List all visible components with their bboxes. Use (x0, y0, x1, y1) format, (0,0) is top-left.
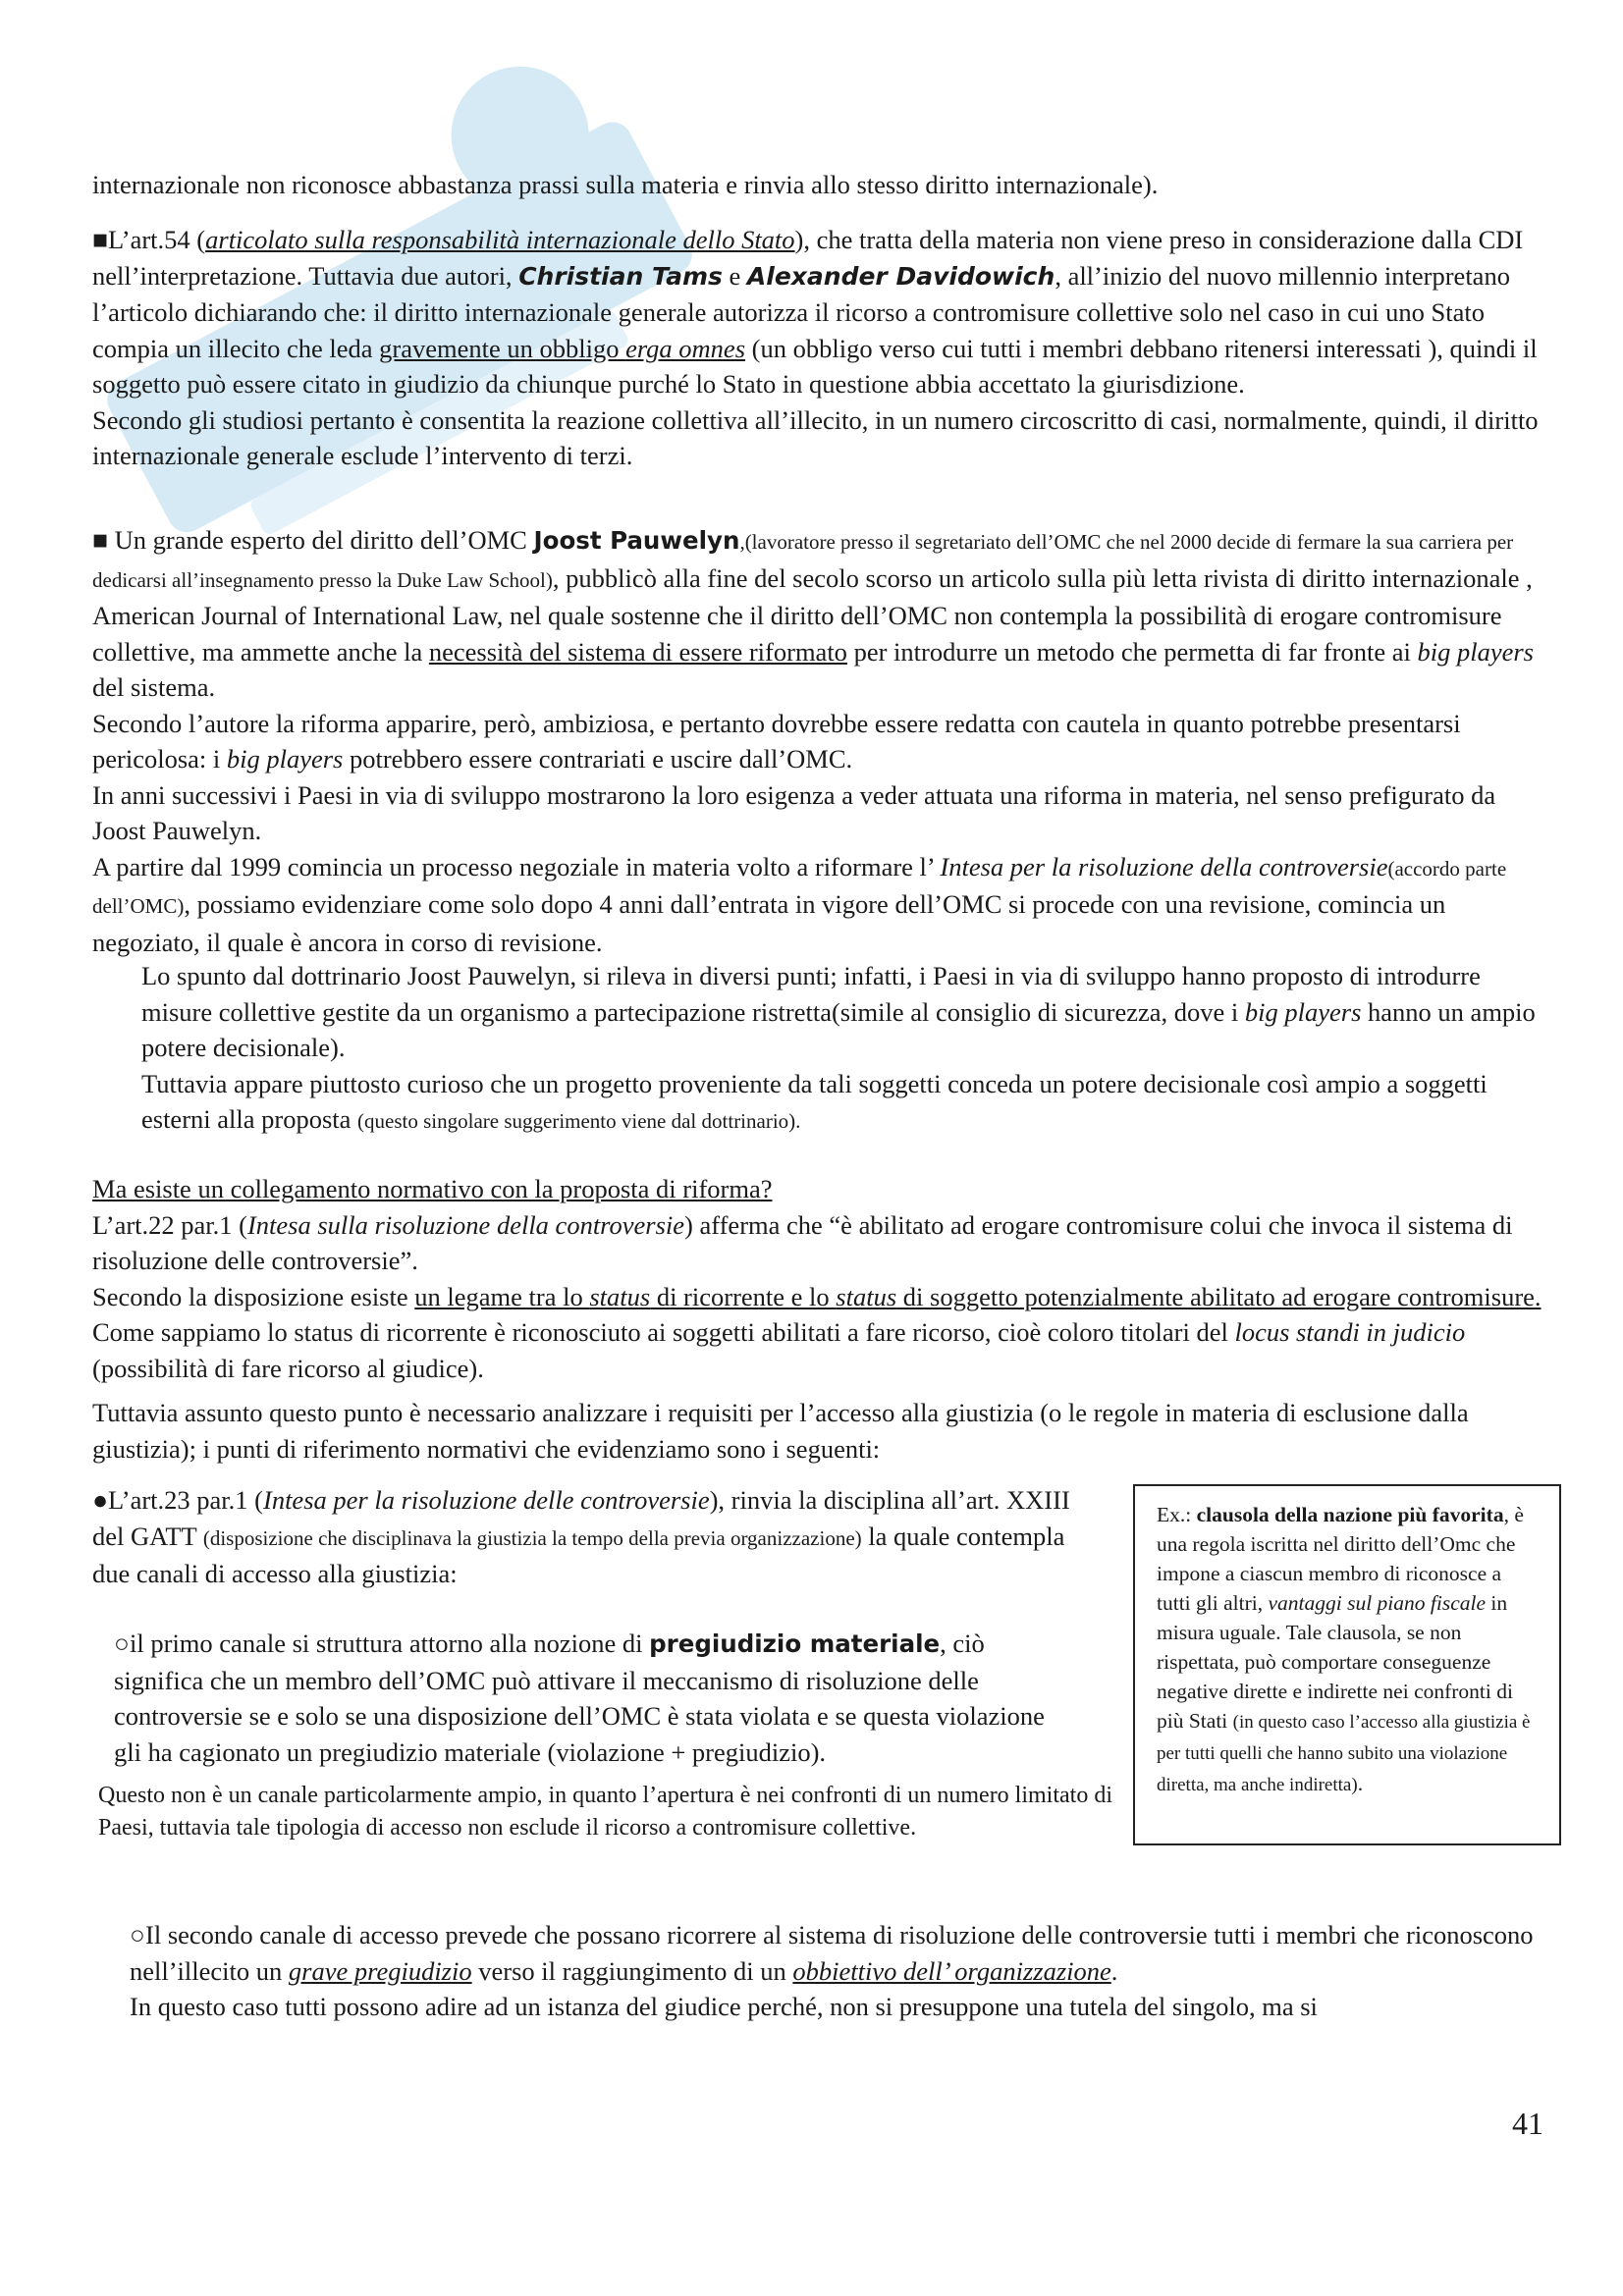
author-joost-pauwelyn: Joost Pauwelyn (533, 526, 740, 555)
page-number: 41 (1512, 2106, 1543, 2141)
paragraph-second-channel: ○Il secondo canale di accesso prevede che possano ricorrere al sistema di risoluzione delle controversie tutti i membri che riconoscono nell’illecito un grave pregiudizio verso il raggiungimento di un obbiettivo dell’ organizzazione. In questo caso tutti possono adire ad un istanza del giudice perché, non si presuppone una tutela del singolo, ma si (130, 1920, 1534, 2021)
paragraph-continuation: internazionale non riconosce abbastanza prassi sulla materia e rinvia allo stesso diritto internazionale). (92, 170, 1159, 199)
paragraph-first-channel: ○il primo canale si struttura attorno alla nozione di pregiudizio materiale, ciò significa che un membro dell’OMC può attivare il meccanismo di risoluzione delle controversie se e solo se una disposizione dell’OMC è stata violata e se questa violazione gli ha cagionato un pregiudizio materiale (violazione + pregiudizio). (114, 1629, 1045, 1767)
author-alexander-davidowich: Alexander Davidowich (746, 261, 1055, 291)
paragraph-channel-note: Questo non è un canale particolarmente ampio, in quanto l’apertura è nei confronti di un numero limitato di Paesi, tuttavia tale tipologia di accesso non esclude il ricorso a contromisure collettive. (98, 1783, 1113, 1841)
paragraph-requirements: Tuttavia assunto questo punto è necessario analizzare i requisiti per l’accesso alla giustizia (o le regole in materia di esclusione dalla giustizia); i punti di riferimento normativi che evidenziamo sono i seguenti: (92, 1398, 1469, 1464)
paragraph-indented: Lo spunto dal dottrinario Joost Pauwelyn, si rileva in diversi punti; infatti, i Paesi in via di sviluppo hanno proposto di introdurre misure collettive gestite da un organismo a partecipazione ristretta(simile al consiglio di sicurezza, dove i big players hanno un ampio potere decisionale). Tuttavia appare piuttosto curioso che un progetto proveniente da tali soggetti conceda un potere decisionale così ampio a soggetti esterni alla proposta (questo singolare suggerimento viene dal dottrinario). (141, 961, 1536, 1134)
paragraph-omc: ■ Un grande esperto del diritto dell’OMC Joost Pauwelyn,(lavoratore presso il segretariato dell’OMC che nel 2000 decide di fermare la sua carriera per dedicarsi all’insegnamento presso la Duke Law School), pubblicò alla fine del secolo scorso un articolo sulla più letta rivista di diritto internazionale , American Journal of International Law, nel quale sostenne che il diritto dell’OMC non contempla la possibilità di erogare contromisure collettive, ma ammette anche la necessità del sistema di essere riformato per introdurre un metodo che permetta di far fronte ai big players del sistema. Secondo l’autore la riforma apparire, però, ambiziosa, e pertanto dovrebbe essere redatta con cautela in quanto potrebbe presentarsi pericolosa: i big players potrebbero essere contrariati e uscire dall’OMC. In anni successivi i Paesi in via di sviluppo mostrarono la loro esigenza a veder attuata una riforma in materia, nel senso prefigurato da Joost Pauwelyn. A partire dal 1999 comincia un processo negoziale in materia volto a riformare l’ Intesa per la risoluzione della controversie(accordo parte dell’OMC), possiamo evidenziare come solo dopo 4 anni dall’entrata in vigore dell’OMC si procede con una revisione, comincia un negoziato, il quale è ancora in corso di revisione. (92, 525, 1534, 957)
example-box: Ex.: clausola della nazione più favorita, è una regola iscritta nel diritto dell’Omc che impone a ciascun membro di riconosce a tutti gli altri, vantaggi sul piano fiscale in misura uguale. Tale clausola, se non rispettata, può comportare conseguenze negative dirette e indirette nei confronti di più Stati (in questo caso l’accesso alla giustizia è per tutti quelli che hanno subito una violazione diretta, ma anche indiretta). (1133, 1484, 1561, 1845)
author-christian-tams: Christian Tams (518, 261, 723, 291)
paragraph-art54: ■L’art.54 (articolato sulla responsabilità internazionale dello Stato), che tratta della materia non viene preso in considerazione dalla CDI nell’interpretazione. Tuttavia due autori, Christian Tams e Alexander Davidowich, all’inizio del nuovo millennio interpretano l’articolo dichiarando che: il diritto internazionale generale autorizza il ricorso a contromisure collettive solo nel caso in cui uno Stato compia un illecito che leda gravemente un obbligo erga omnes (un obbligo verso cui tutti i membri debbano ritenersi interessati ), quindi il soggetto può essere citato in giudizio da chiunque purché lo Stato in questione abbia accettato la giurisdizione. Secondo gli studiosi pertanto è consentita la reazione collettiva all’illecito, in un numero circoscritto di casi, normalmente, quindi, il diritto internazionale generale esclude l’intervento di terzi. (92, 225, 1539, 470)
paragraph-question: Ma esiste un collegamento normativo con la proposta di riforma? L’art.22 par.1 (Intesa sulla risoluzione della controversie) afferma che “è abilitato ad erogare contromisure colui che invoca il sistema di risoluzione delle controversie”. Secondo la disposizione esiste un legame tra lo status di ricorrente e lo status di soggetto potenzialmente abilitato ad erogare contromisure. Come sappiamo lo status di ricorrente è riconosciuto ai soggetti abilitati a fare ricorso, cioè coloro titolari del locus standi in judicio (possibilità di fare ricorso al giudice). (92, 1171, 1551, 1386)
section-question: Ma esiste un collegamento normativo con la proposta di riforma? (92, 1174, 773, 1203)
paragraph-art23: ●L’art.23 par.1 (Intesa per la risoluzione delle controversie), rinvia la disciplina all’art. XXIII del GATT (disposizione che disciplinava la giustizia la tempo della previa organizzazione) la quale contempla due canali di accesso alla giustizia: (92, 1485, 1070, 1588)
